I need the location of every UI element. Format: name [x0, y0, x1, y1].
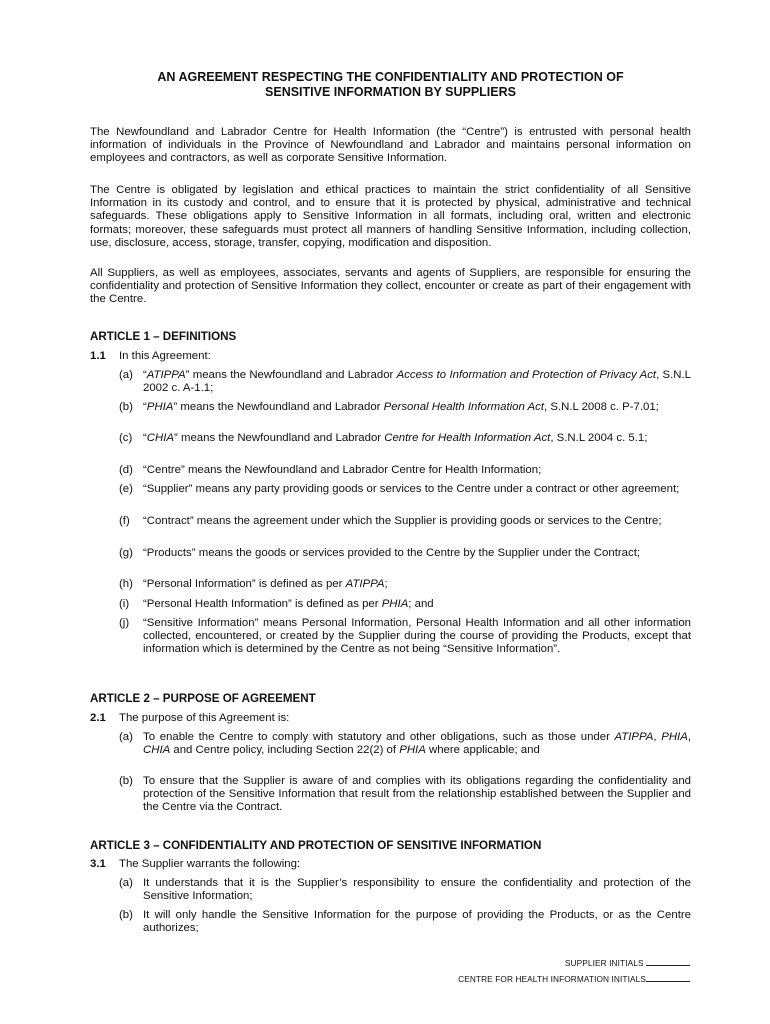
- item-label: (a): [119, 877, 133, 889]
- definition-item: [119, 617, 691, 657]
- subsection-number: 1.1: [90, 350, 106, 362]
- centre-initials-label: CENTRE FOR HEALTH INFORMATION INITIALS: [458, 974, 646, 984]
- item-label: (g): [119, 547, 133, 559]
- definition-item: [119, 515, 691, 528]
- title-line-2: SENSITIVE INFORMATION BY SUPPLIERS: [265, 85, 516, 99]
- intro-paragraph-1: The Newfoundland and Labrador Centre for Health Information (the “Centre”) is entrusted with personal health information of individuals in the Province of Newfoundland and Labrador and maintains personal information on employees and contractors, as well as corporate Sensitive Information.: [90, 126, 691, 165]
- title-line-1: AN AGREEMENT RESPECTING THE CONFIDENTIALITY AND PROTECTION OF: [157, 70, 624, 84]
- item-text: To enable the Centre to comply with statutory and other obligations, such as those under ATIPPA, PHIA, CHIA and Centre policy, including Section 22(2) of PHIA where applicable; and: [143, 731, 691, 757]
- subsection-number: 3.1: [90, 858, 106, 870]
- item-text: “Personal Health Information” is defined as per PHIA; and: [143, 598, 434, 610]
- purpose-item: [119, 775, 691, 815]
- item-text: “ATIPPA” means the Newfoundland and Labrador Access to Information and Protection of Privacy Act, S.N.L 2002 c. A-1.1;: [143, 369, 692, 395]
- item-label: (b): [119, 401, 133, 413]
- article-3-heading: ARTICLE 3 – CONFIDENTIALITY AND PROTECTION OF SENSITIVE INFORMATION: [90, 839, 542, 852]
- item-text: “Personal Information” is defined as per ATIPPA;: [143, 578, 388, 590]
- item-label: (f): [119, 515, 130, 527]
- item-text: “Centre” means the Newfoundland and Labrador Centre for Health Information;: [143, 464, 542, 476]
- item-label: (i): [119, 598, 130, 610]
- supplier-initials-label: SUPPLIER INITIALS: [564, 958, 644, 968]
- subsection-number: 2.1: [90, 712, 106, 724]
- article-3-subsection: [90, 858, 300, 871]
- definition-item: [119, 598, 691, 611]
- item-label: (b): [119, 775, 133, 787]
- subsection-text: In this Agreement:: [119, 350, 211, 362]
- warranty-item: [119, 877, 691, 903]
- item-text: To ensure that the Supplier is aware of and complies with its obligations regarding the confidentiality and protection of the Sensitive Information that result from the relationship established between the Supplier and the Centre via the Contract.: [143, 775, 691, 814]
- document-title: [90, 70, 691, 100]
- definition-item: [119, 578, 691, 591]
- article-2-subsection: [90, 712, 289, 725]
- item-text: “Sensitive Information” means Personal Information, Personal Health Information and all other information collected, encountered, or created by the Supplier during the course of providing the Products, except that information which is determined by the Centre as not being “Sensitive Information”.: [143, 617, 691, 656]
- article-1-subsection: [90, 350, 211, 363]
- definition-item: [119, 547, 691, 560]
- item-label: (b): [119, 909, 133, 921]
- definition-item: [119, 369, 691, 395]
- item-label: (a): [119, 369, 133, 381]
- article-1-heading: ARTICLE 1 – DEFINITIONS: [90, 330, 237, 343]
- intro-paragraph-3: All Suppliers, as well as employees, associates, servants and agents of Suppliers, are responsible for ensuring the confidentiality and protection of Sensitive Information they collect, encounter or create as part of their engagement with the Centre.: [90, 267, 691, 306]
- centre-initials-line[interactable]: [646, 973, 690, 982]
- purpose-item: [119, 731, 691, 757]
- definition-item: [119, 432, 691, 445]
- supplier-initials-line[interactable]: [646, 957, 690, 966]
- supplier-initials: [565, 957, 690, 968]
- definition-item: [119, 464, 691, 477]
- item-text: It understands that it is the Supplier’s responsibility to ensure the confidentiality and protection of the Sensitive Information;: [143, 877, 691, 903]
- item-label: (d): [119, 464, 133, 476]
- subsection-text: The Supplier warrants the following:: [119, 858, 301, 870]
- item-label: (a): [119, 731, 133, 743]
- definition-item: [119, 401, 691, 414]
- item-text: “PHIA” means the Newfoundland and Labrador Personal Health Information Act, S.N.L 2008 c. P-7.01;: [143, 401, 659, 413]
- intro-paragraph-2: The Centre is obligated by legislation and ethical practices to maintain the strict confidentiality of all Sensitive Information in its custody and control, and to ensure that it is protected by physical, administrative and technical safeguards. These obligations apply to Sensitive Information in all formats, including oral, written and electronic formats; moreover, these safeguards must protect all manners of handling Sensitive Information, including collection, use, disclosure, access, storage, transfer, copying, modification and disposition.: [90, 184, 691, 249]
- item-text: “CHIA” means the Newfoundland and Labrador Centre for Health Information Act, S.N.L 2004 c. 5.1;: [143, 432, 648, 444]
- subsection-text: The purpose of this Agreement is:: [119, 712, 290, 724]
- item-text: It will only handle the Sensitive Information for the purpose of providing the Products, or as the Centre authorizes;: [143, 909, 691, 935]
- article-2-heading: ARTICLE 2 – PURPOSE OF AGREEMENT: [90, 692, 316, 705]
- definition-item: [119, 483, 691, 496]
- item-label: (e): [119, 483, 133, 495]
- item-text: “Contract” means the agreement under which the Supplier is providing goods or services to the Centre;: [143, 515, 662, 527]
- centre-initials: [458, 973, 690, 984]
- item-label: (h): [119, 578, 133, 590]
- item-label: (j): [119, 617, 130, 629]
- item-text: “Supplier” means any party providing goods or services to the Centre under a contract or other agreement;: [143, 483, 680, 495]
- item-text: “Products” means the goods or services provided to the Centre by the Supplier under the Contract;: [143, 547, 641, 559]
- warranty-item: [119, 909, 691, 935]
- item-label: (c): [119, 432, 133, 444]
